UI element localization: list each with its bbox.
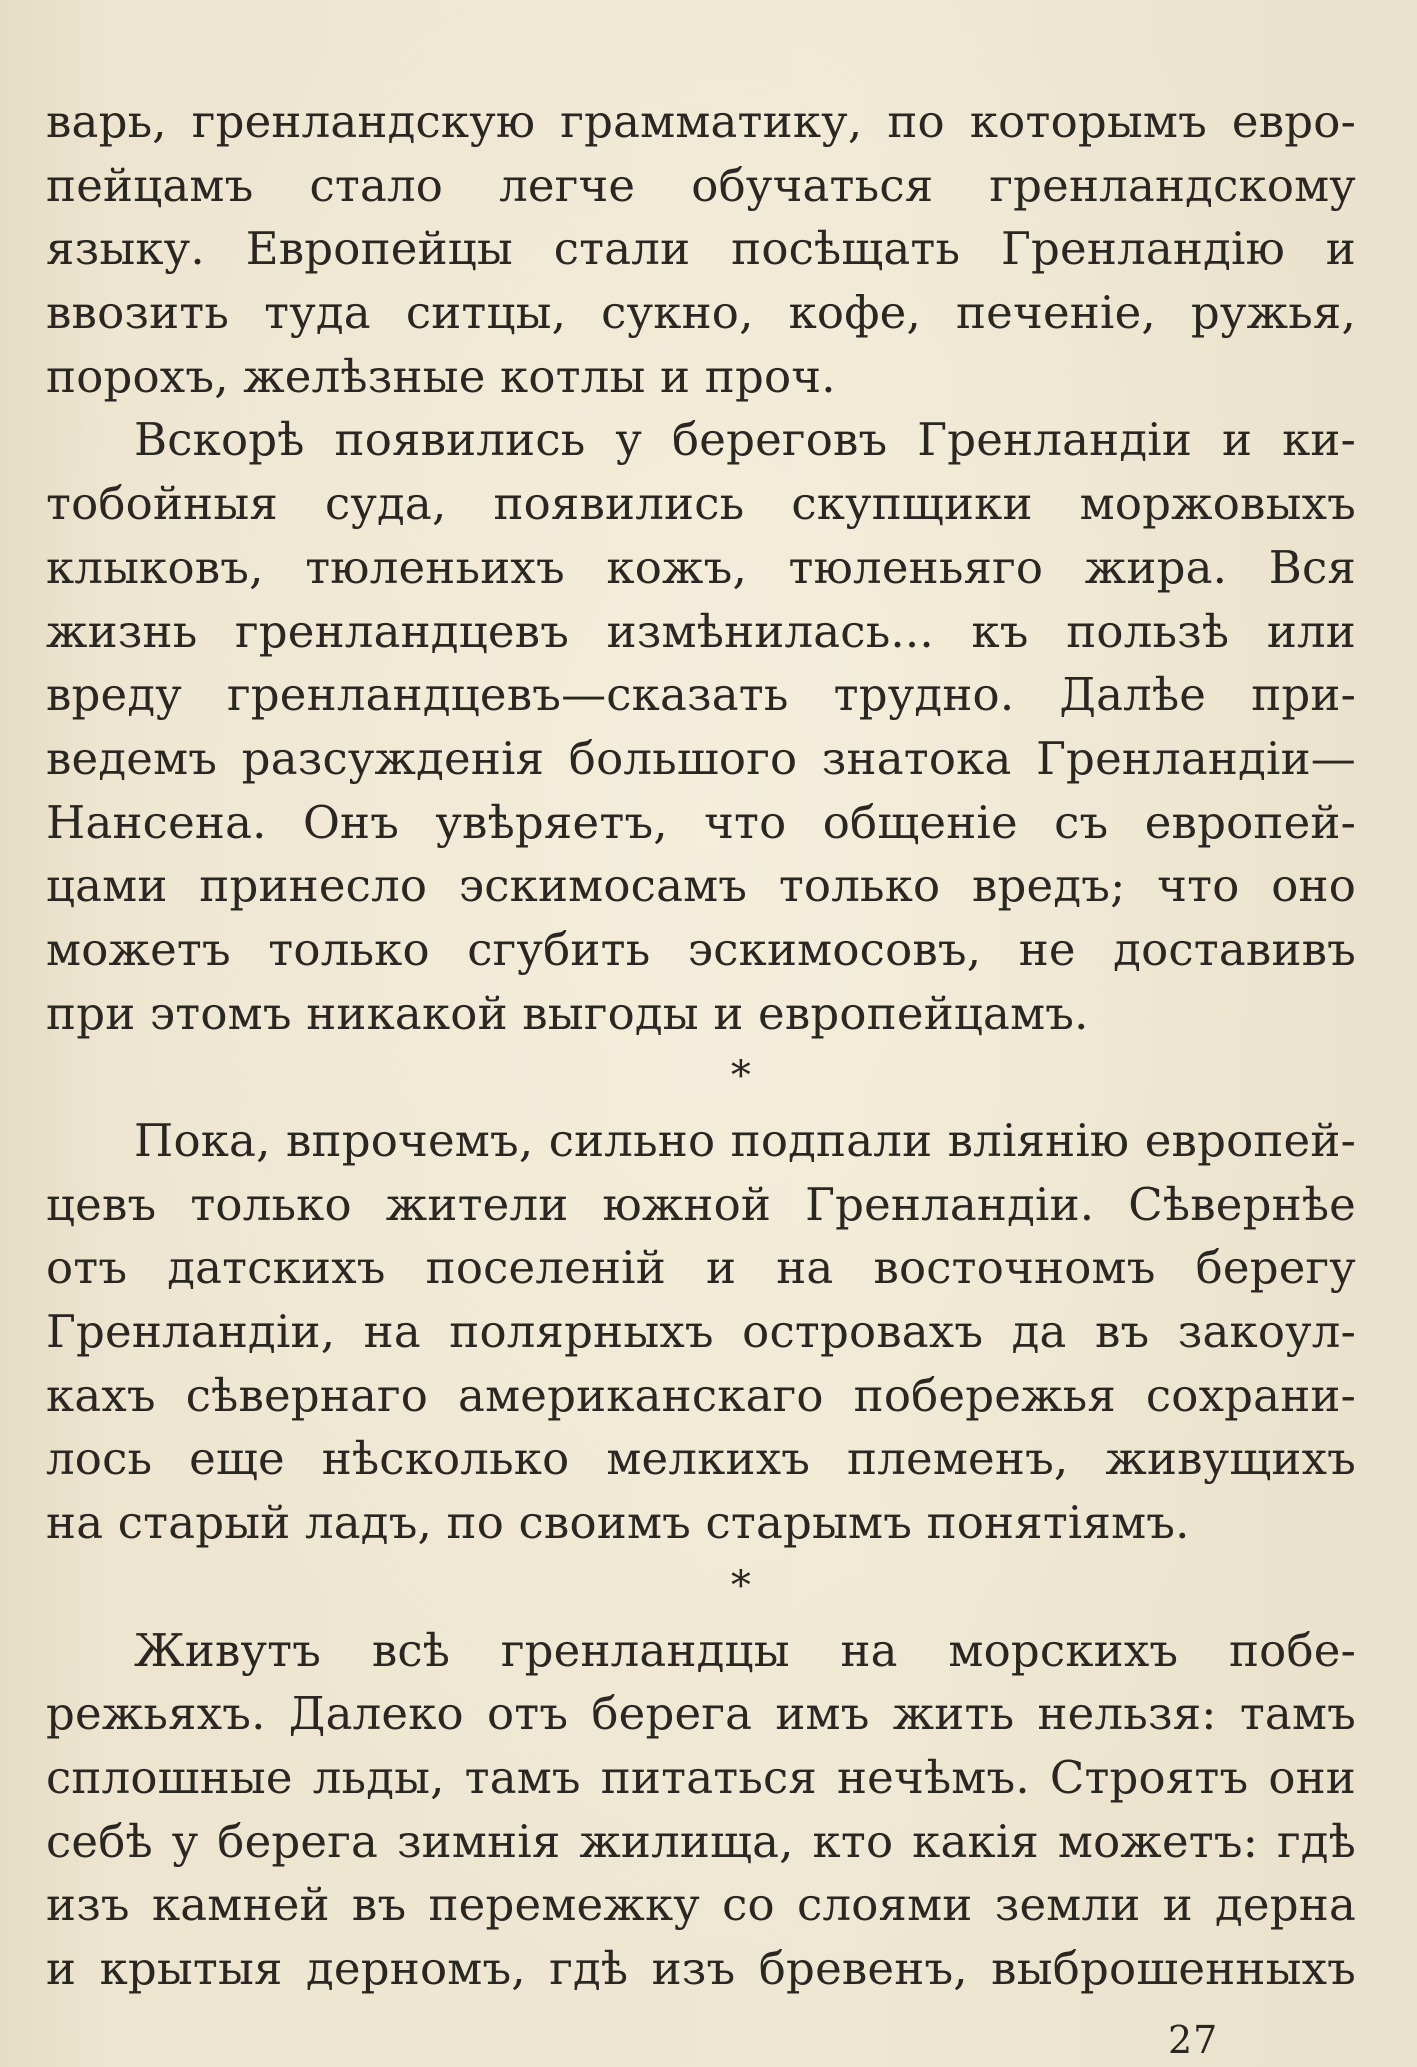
text-line: ведемъ разсужденія большого знатока Гренландіи— xyxy=(46,731,1356,785)
text-line: цевъ только жители южной Гренландіи. Сѣвернѣе xyxy=(46,1177,1356,1231)
paragraph-4 xyxy=(46,1619,1356,2001)
text-line: тобойныя суда, появились скупщики моржовыхъ xyxy=(46,477,1356,531)
text-line: пейцамъ стало легче обучаться гренландскому xyxy=(46,158,1356,212)
text-line: и крытыя дерномъ, гдѣ изъ бревенъ, выброшенныхъ xyxy=(46,1941,1356,1995)
section-separator: * xyxy=(730,1562,752,1609)
text-line: цами принесло эскимосамъ только вредъ; что оно xyxy=(46,859,1356,913)
section-separator: * xyxy=(730,1053,752,1100)
text-line: можетъ только сгубить эскимосовъ, не доставивъ xyxy=(46,922,1356,976)
text-line: ввозить туда ситцы, сукно, кофе, печеніе, ружья, xyxy=(46,286,1356,340)
text-line: Живутъ всѣ гренландцы на морскихъ побе- xyxy=(134,1623,1356,1677)
text-line: режьяхъ. Далеко отъ берега имъ жить нельзя: тамъ xyxy=(46,1687,1356,1741)
text-line: лось еще нѣсколько мелкихъ племенъ, живущихъ xyxy=(46,1432,1356,1486)
text-line: Пока, впрочемъ, сильно подпали вліянію европей- xyxy=(134,1114,1356,1167)
text-line: отъ датскихъ поселеній и на восточномъ берегу xyxy=(46,1241,1356,1295)
paragraph-1 xyxy=(46,90,1356,408)
text-line: варь, гренландскую грамматику, по которымъ евро- xyxy=(46,95,1356,148)
text-line: клыковъ, тюленьихъ кожъ, тюленьяго жира. Вся xyxy=(46,540,1356,594)
text-line: жизнь гренландцевъ измѣнилась... къ пользѣ или xyxy=(46,604,1356,658)
text-line: вреду гренландцевъ—сказать трудно. Далѣе при- xyxy=(46,668,1356,722)
text-line: при этомъ никакой выгоды и европейцамъ. xyxy=(46,986,1089,1040)
text-line: кахъ сѣвернаго американскаго побережья сохрани- xyxy=(46,1368,1356,1422)
text-line: Вскорѣ появились у береговъ Гренландіи и ки- xyxy=(134,413,1356,467)
text-line: сплошные льды, тамъ питаться нечѣмъ. Строятъ они xyxy=(46,1750,1356,1804)
page-number: 27 xyxy=(1168,2018,1219,2062)
paragraph-3 xyxy=(46,1109,1356,1555)
text-line: Нансена. Онъ увѣряетъ, что общеніе съ европей- xyxy=(46,795,1356,849)
text-line: порохъ, желѣзные котлы и проч. xyxy=(46,349,836,403)
text-line: языку. Европейцы стали посѣщать Гренландію и xyxy=(46,222,1356,276)
text-line: изъ камней въ перемежку со слоями земли и дерна xyxy=(46,1878,1356,1932)
text-line: на старый ладъ, по своимъ старымъ понятіямъ. xyxy=(46,1496,1190,1550)
paragraph-2 xyxy=(46,408,1356,1045)
body-text xyxy=(46,90,1356,2001)
text-line: себѣ у берега зимнія жилища, кто какія можетъ: гдѣ xyxy=(46,1814,1356,1868)
text-line: Гренландіи, на полярныхъ островахъ да въ закоул- xyxy=(46,1305,1356,1359)
